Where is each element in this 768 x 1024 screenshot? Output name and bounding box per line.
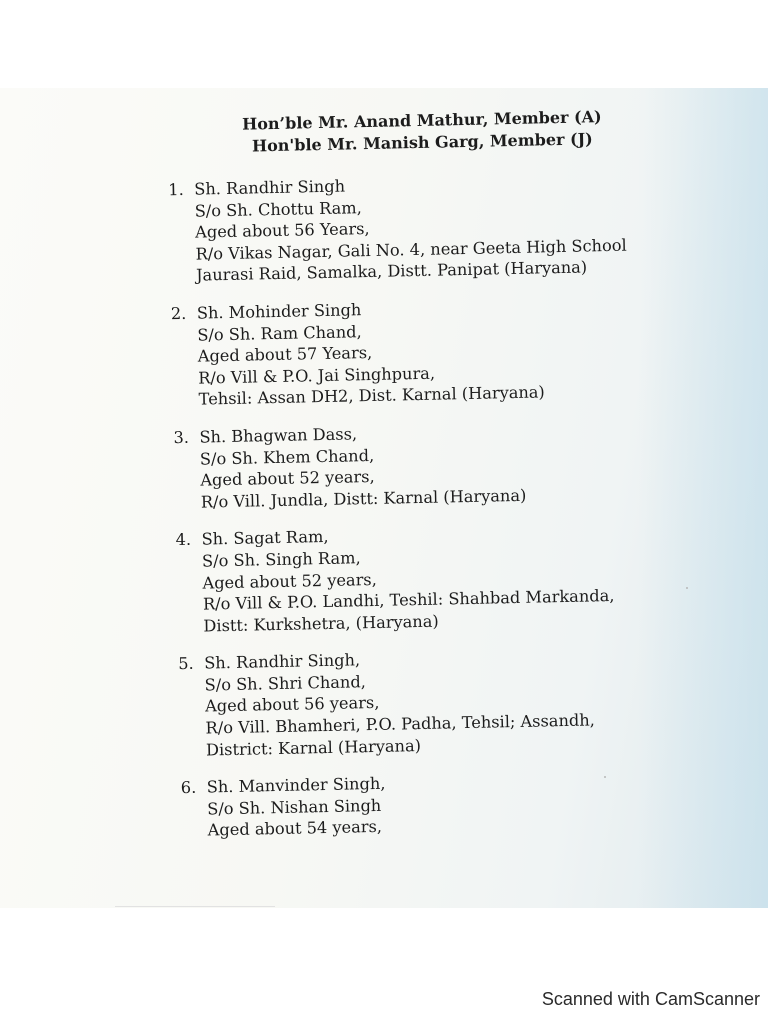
scan-edge-line [115, 906, 275, 907]
entry-details [201, 518, 717, 637]
entry-details [207, 766, 722, 842]
entry-number: 5. [178, 654, 194, 674]
entry-line: Sh. Randhir Singh, [204, 650, 361, 673]
scanned-sheet [0, 88, 768, 908]
entry-line: R/o Vill & P.O. Jai Singhpura, [198, 363, 436, 388]
entry-line: S/o Sh. Shri Chand, [204, 672, 367, 695]
entry-line: Sh. Bhagwan Dass, [199, 424, 358, 447]
heading-line-2: Hon'ble Mr. Manish Garg, Member (J) [251, 129, 593, 156]
entry-line: S/o Sh. Ram Chand, [197, 321, 362, 345]
entry-details [204, 642, 720, 761]
entry-number: 4. [175, 530, 192, 550]
entry-line: R/o Vill. Bhamheri, P.O. Padha, Tehsil; Assandh, [205, 710, 596, 738]
applicant-entry [168, 168, 710, 287]
entry-number: 3. [173, 427, 190, 448]
document-content [0, 88, 768, 908]
entry-number: 2. [170, 303, 187, 324]
applicant-entry [181, 766, 722, 842]
entry-line: Tehsil: Assan DH2, Dist. Karnal (Haryana) [198, 382, 545, 409]
heading-line-1: Hon’ble Mr. Anand Mathur, Member (A) [241, 107, 602, 134]
entry-line: S/o Sh. Khem Chand, [199, 445, 375, 469]
entry-line: Aged about 57 Years, [197, 343, 373, 366]
entry-line: S/o Sh. Nishan Singh [207, 795, 382, 819]
entry-line: Sh. Mohinder Singh [196, 300, 362, 323]
camscanner-watermark: Scanned with CamScanner [541, 989, 760, 1009]
entry-line: Aged about 52 years, [202, 569, 377, 593]
applicant-entry [178, 642, 720, 761]
entry-line: S/o Sh. Singh Ram, [201, 548, 361, 571]
bench-heading [222, 106, 623, 158]
entry-line: Jaurasi Raid, Samalka, Distt. Panipat (Haryana) [195, 257, 588, 286]
entry-line: R/o Vill & P.O. Landhi, Teshil: Shahbad Markanda, [202, 586, 615, 614]
entry-line: Sh. Randhir Singh [194, 176, 346, 199]
applicant-entry [175, 518, 717, 637]
scan-speck [604, 776, 606, 778]
entry-number: 1. [168, 179, 184, 200]
entry-line: S/o Sh. Chottu Ram, [194, 197, 362, 221]
entry-number: 6. [180, 777, 197, 798]
entry-line: Aged about 52 years, [200, 467, 375, 490]
applicant-list [168, 168, 722, 858]
entry-details [194, 168, 710, 287]
applicant-entry [173, 416, 715, 514]
entry-line: Distt: Kurkshetra, (Haryana) [203, 611, 439, 636]
entry-details [197, 292, 713, 411]
entry-line: District: Karnal (Haryana) [205, 735, 422, 760]
entry-line: R/o Vill. Jundla, Distt: Karnal (Haryana) [200, 485, 527, 512]
entry-line: Aged about 56 Years, [194, 219, 370, 242]
scan-speck [686, 587, 688, 589]
entry-line: Sh. Sagat Ram, [201, 527, 329, 549]
entry-line: Aged about 54 years, [207, 817, 383, 840]
applicant-entry [171, 292, 713, 411]
entry-line: R/o Vikas Nagar, Gali No. 4, near Geeta High School [195, 235, 627, 264]
entry-details [199, 416, 715, 513]
entry-line: Sh. Manvinder Singh, [206, 774, 386, 797]
entry-line: Aged about 56 years, [204, 693, 380, 717]
